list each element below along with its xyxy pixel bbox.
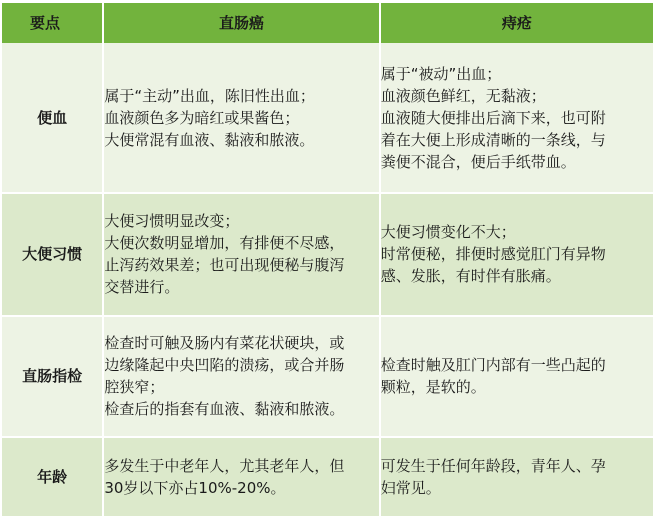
cell-line: 检查时可触及肠内有菜花状硬块，或 [104, 334, 345, 353]
cell-line: 30岁以下亦占10%-20%。 [104, 478, 286, 497]
cell-line: 血液颜色鲜红，无黏液； [380, 86, 546, 105]
cell-line: 大便常混有血液、黏液和脓液。 [104, 130, 315, 149]
cell-line: 血液随大便排出后滴下来，也可附 [380, 108, 606, 127]
cell-line: 颗粒，是软的。 [380, 378, 486, 397]
row-key: 便血 [2, 43, 104, 194]
header-hemorrhoids: 痔疮 [381, 3, 653, 43]
header-row [2, 3, 653, 43]
rectal-cancer-cell [104, 317, 380, 438]
header-rectal-cancer: 直肠癌 [104, 3, 380, 43]
cell-line: 检查时触及肛门内部有一些凸起的 [380, 356, 606, 375]
table-row [2, 194, 653, 316]
cell-line: 属于“被动”出血； [380, 64, 502, 83]
cell-line: 可发生于任何年龄段，青年人、孕 [380, 456, 606, 475]
cell-line: 大便习惯明显改变； [104, 212, 240, 231]
table-row [2, 317, 653, 438]
cell-line: 大便次数明显增加，有排便不尽感， [104, 234, 345, 253]
rectal-cancer-cell [104, 438, 380, 516]
cell-line: 妇常见。 [380, 478, 441, 497]
hemorrhoids-cell [381, 43, 653, 194]
row-key: 大便习惯 [2, 194, 104, 316]
cell-line: 腔狭窄； [104, 378, 165, 397]
rectal-cancer-cell [104, 194, 380, 316]
hemorrhoids-cell [381, 317, 653, 438]
comparison-table [1, 2, 654, 517]
cell-line: 属于“主动”出血，陈旧性出血； [104, 86, 315, 105]
header-key: 要点 [2, 3, 104, 43]
cell-line: 边缘隆起中央凹陷的溃疡，或合并肠 [104, 356, 345, 375]
cell-line: 着在大便上形成清晰的一条线，与 [380, 130, 606, 149]
cell-line: 粪便不混合，便后手纸带血。 [380, 152, 576, 171]
cell-line: 止泻药效果差；也可出现便秘与腹泻 [104, 256, 345, 275]
cell-line: 检查后的指套有血液、黏液和脓液。 [104, 400, 345, 419]
cell-line: 交替进行。 [104, 278, 180, 297]
rectal-cancer-cell [104, 43, 380, 194]
row-key: 直肠指检 [2, 317, 104, 438]
cell-line: 时常便秘，排便时感觉肛门有异物 [380, 245, 606, 264]
cell-line: 感、发胀，有时伴有胀痛。 [380, 267, 561, 286]
table-row [2, 438, 653, 516]
cell-line: 血液颜色多为暗红或果酱色； [104, 108, 300, 127]
table-row [2, 43, 653, 194]
cell-line: 多发生于中老年人，尤其老年人，但 [104, 456, 345, 475]
row-key: 年龄 [2, 438, 104, 516]
hemorrhoids-cell [381, 438, 653, 516]
hemorrhoids-cell [381, 194, 653, 316]
cell-line: 大便习惯变化不大； [380, 223, 516, 242]
